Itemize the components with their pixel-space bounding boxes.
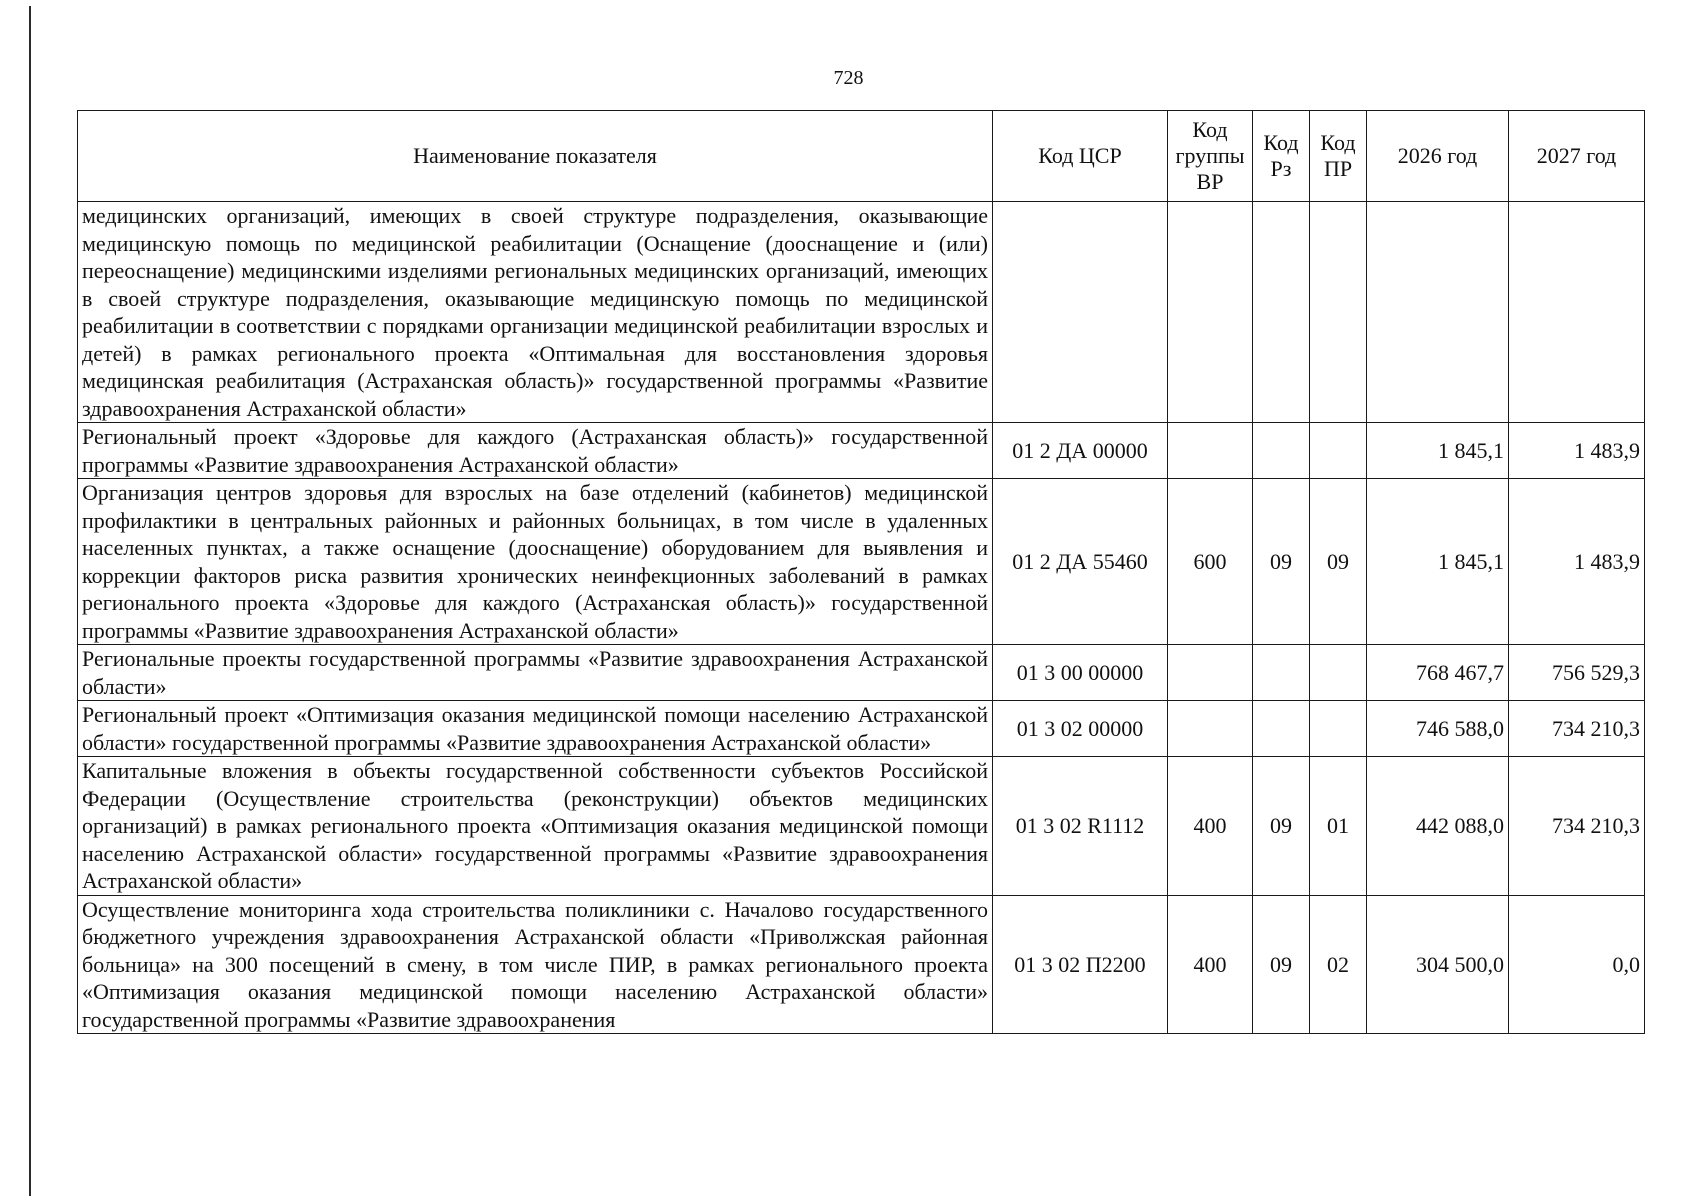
row-name: Региональный проект «Оптимизация оказания медицинской помощи населению Астраханской области» государственной программы «Развитие здравоохранения Астраханской области» xyxy=(78,701,993,757)
table-row xyxy=(78,479,1645,645)
row-vr xyxy=(1168,423,1253,479)
row-2027: 756 529,3 xyxy=(1509,645,1645,701)
row-vr xyxy=(1168,701,1253,757)
row-rz: 09 xyxy=(1253,479,1310,645)
row-name: Капитальные вложения в объекты государственной собственности субъектов Российской Федерации (Осуществление строительства (реконструкции) объектов медицинских организаций) в рамках регионального проекта «Оптимизация оказания медицинской помощи населению Астраханской области» государственной программы «Развитие здравоохранения Астраханской области» xyxy=(78,757,993,896)
row-2027: 734 210,3 xyxy=(1509,701,1645,757)
row-name: Организация центров здоровья для взрослых на базе отделений (кабинетов) медицинской профилактики в центральных районных и районных больницах, в том числе в удаленных населенных пунктах, а также оснащение (дооснащение) оборудованием для выявления и коррекции факторов риска развития хронических неинфекционных заболеваний в рамках регионального проекта «Здоровье для каждого (Астраханская область)» государственной программы «Развитие здравоохранения Астраханской области» xyxy=(78,479,993,645)
row-name: Осуществление мониторинга хода строительства поликлиники с. Началово государственного бюджетного учреждения здравоохранения Астраханской области «Приволжская районная больница» на 300 посещений в смену, в том числе ПИР, в рамках регионального проекта «Оптимизация оказания медицинской помощи населению Астраханской области» государственной программы «Развитие здравоохранения xyxy=(78,895,993,1034)
header-vr: Код группы ВР xyxy=(1168,111,1253,202)
table-row xyxy=(78,202,1645,423)
row-rz xyxy=(1253,701,1310,757)
header-row xyxy=(78,111,1645,202)
table-row xyxy=(78,645,1645,701)
row-pr xyxy=(1310,202,1367,423)
row-pr xyxy=(1310,423,1367,479)
header-pr: Код ПР xyxy=(1310,111,1367,202)
row-csr: 01 3 00 00000 xyxy=(993,645,1168,701)
budget-table xyxy=(77,110,1645,1034)
row-rz xyxy=(1253,202,1310,423)
row-vr: 400 xyxy=(1168,895,1253,1034)
row-pr: 01 xyxy=(1310,757,1367,896)
row-2027 xyxy=(1509,202,1645,423)
row-2027: 1 483,9 xyxy=(1509,423,1645,479)
header-name: Наименование показателя xyxy=(78,111,993,202)
row-2026: 768 467,7 xyxy=(1367,645,1509,701)
row-pr: 09 xyxy=(1310,479,1367,645)
page-number: 728 xyxy=(833,67,864,89)
row-rz xyxy=(1253,423,1310,479)
table-row xyxy=(78,701,1645,757)
row-rz: 09 xyxy=(1253,757,1310,896)
row-rz: 09 xyxy=(1253,895,1310,1034)
row-name: Региональные проекты государственной программы «Развитие здравоохранения Астраханской области» xyxy=(78,645,993,701)
row-csr: 01 3 02 00000 xyxy=(993,701,1168,757)
row-name: медицинских организаций, имеющих в своей структуре подразделения, оказывающие медицинскую помощь по медицинской реабилитации (Оснащение (дооснащение и (или) переоснащение) медицинскими изделиями региональных медицинских организаций, имеющих в своей структуре подразделения, оказывающие медицинскую помощь по медицинской реабилитации в соответствии с порядками организации медицинской реабилитации взрослых и детей) в рамках регионального проекта «Оптимальная для восстановления здоровья медицинская реабилитация (Астраханская область)» государственной программы «Развитие здравоохранения Астраханской области» xyxy=(78,202,993,423)
row-2027: 0,0 xyxy=(1509,895,1645,1034)
row-vr: 600 xyxy=(1168,479,1253,645)
row-2026: 304 500,0 xyxy=(1367,895,1509,1034)
row-rz xyxy=(1253,645,1310,701)
row-csr: 01 2 ДА 55460 xyxy=(993,479,1168,645)
header-rz: Код Рз xyxy=(1253,111,1310,202)
row-csr: 01 3 02 П2200 xyxy=(993,895,1168,1034)
header-2027: 2027 год xyxy=(1509,111,1645,202)
row-vr xyxy=(1168,645,1253,701)
row-vr: 400 xyxy=(1168,757,1253,896)
row-vr xyxy=(1168,202,1253,423)
row-2027: 734 210,3 xyxy=(1509,757,1645,896)
row-2026: 746 588,0 xyxy=(1367,701,1509,757)
table-row xyxy=(78,757,1645,896)
row-name: Региональный проект «Здоровье для каждого (Астраханская область)» государственной программы «Развитие здравоохранения Астраханской области» xyxy=(78,423,993,479)
row-2026 xyxy=(1367,202,1509,423)
row-csr: 01 2 ДА 00000 xyxy=(993,423,1168,479)
row-2026: 1 845,1 xyxy=(1367,479,1509,645)
row-2027: 1 483,9 xyxy=(1509,479,1645,645)
row-pr: 02 xyxy=(1310,895,1367,1034)
table-row xyxy=(78,895,1645,1034)
row-csr xyxy=(993,202,1168,423)
row-csr: 01 3 02 R1112 xyxy=(993,757,1168,896)
table-row xyxy=(78,423,1645,479)
header-2026: 2026 год xyxy=(1367,111,1509,202)
margin-line xyxy=(29,6,31,1196)
row-2026: 1 845,1 xyxy=(1367,423,1509,479)
row-pr xyxy=(1310,701,1367,757)
row-pr xyxy=(1310,645,1367,701)
header-csr: Код ЦСР xyxy=(993,111,1168,202)
row-2026: 442 088,0 xyxy=(1367,757,1509,896)
